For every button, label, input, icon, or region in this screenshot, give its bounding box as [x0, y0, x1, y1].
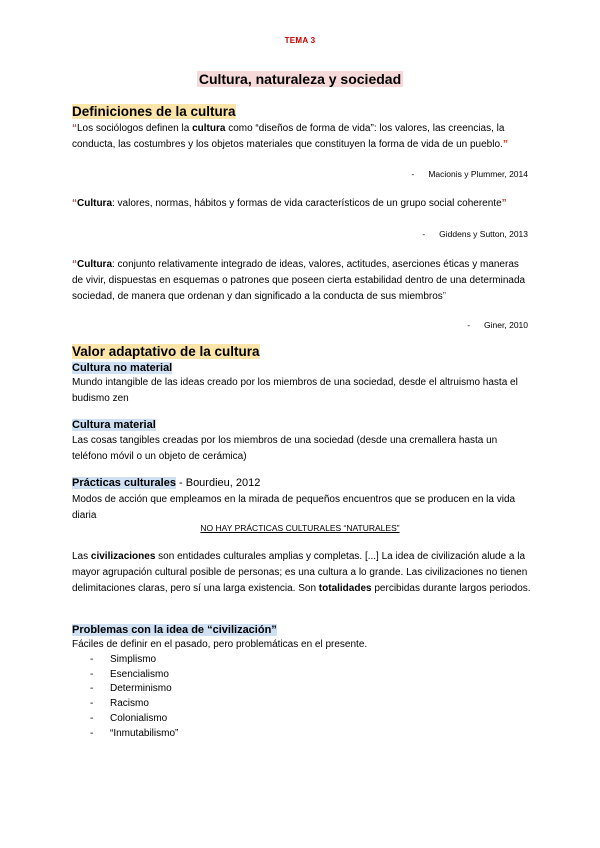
quote-text-post: : valores, normas, hábitos y formas de vida característicos de un grupo social coherente	[112, 198, 502, 209]
text-practicas: Modos de acción que empleamos en la mirada de pequeños encuentros que se producen en la vida diaria	[72, 494, 516, 521]
quote-text-pre: Los sociólogos definen la	[77, 123, 193, 134]
close-quote: ”	[502, 139, 508, 150]
practicas-note: NO HAY PRÁCTICAS CULTURALES “NATURALES”	[200, 523, 400, 533]
attribution-giner	[0, 320, 528, 330]
open-quote: “	[72, 259, 77, 270]
list-dash: -	[90, 727, 94, 739]
list-dash: -	[90, 683, 94, 695]
attribution-dash: -	[467, 320, 471, 330]
list-item	[90, 727, 178, 742]
subheading-problemas	[72, 624, 277, 636]
section-heading-valor	[72, 344, 260, 359]
quote-giddens	[72, 196, 532, 212]
civ-text-3: percibidas durante largos periodos.	[371, 583, 531, 594]
close-quote: ”	[501, 198, 507, 209]
subheading-material	[72, 419, 156, 431]
paragraph-civilizaciones	[72, 549, 532, 597]
attribution-author: Giddens y Sutton, 2013	[439, 229, 528, 239]
subheading-no-material	[72, 362, 172, 374]
subheading-practicas-text: Prácticas culturales	[72, 477, 176, 489]
section-heading-definiciones	[72, 104, 236, 119]
quote-text-post: como “diseños de forma de vida”: los valores, las creencias, la conducta, las costumbres y los objetos materiales que constituyen la forma de vida de un pueblo.	[72, 123, 505, 150]
quote-bold-term: Cultura	[77, 198, 112, 209]
attribution-dash: -	[422, 229, 426, 239]
quote-macionis	[72, 121, 532, 153]
civ-text-2: son entidades culturales amplias y completas. [...] La idea de civilización alude a la mayor agrupación cultural posible de personas; es una cultura a lo grande. Las civilizaciones no tienen delimitaciones claras, pero sí una larga existencia. Son	[72, 551, 528, 594]
page-title	[0, 71, 600, 87]
list-item	[90, 653, 178, 668]
quote-giner	[72, 257, 532, 305]
list-dash: -	[90, 698, 94, 710]
list-item	[90, 682, 178, 697]
subheading-material-text: Cultura material	[72, 419, 156, 431]
attribution-author: Macionis y Plummer, 2014	[428, 169, 528, 179]
page-title-text: Cultura, naturaleza y sociedad	[198, 71, 402, 87]
close-quote: ”	[442, 291, 447, 302]
section-heading-definiciones-text: Definiciones de la cultura	[72, 104, 236, 119]
civ-bold-2: totalidades	[318, 583, 372, 594]
text-material: Las cosas tangibles creadas por los miembros de una sociedad (desde una cremallera hasta un teléfono móvil o un objeto de cerámica)	[72, 435, 498, 462]
topic-label: TEMA 3	[284, 36, 316, 45]
list-item-text: “Inmutabilismo”	[110, 727, 179, 739]
text-no-material: Mundo intangible de las ideas creado por los miembros de una sociedad, desde el altruismo hasta el budismo zen	[72, 377, 518, 404]
attribution-macionis	[0, 169, 528, 179]
list-item	[90, 668, 178, 683]
list-item-text: Colonialismo	[110, 712, 168, 724]
attribution-dash: -	[411, 169, 415, 179]
quote-bold-term: cultura	[192, 123, 226, 134]
civ-text-1: Las	[72, 551, 91, 562]
subheading-problemas-text: Problemas con la idea de “civilización”	[72, 624, 277, 636]
list-item-text: Determinismo	[110, 683, 172, 695]
list-item-text: Simplismo	[110, 654, 157, 665]
subheading-no-material-text: Cultura no material	[72, 362, 173, 374]
open-quote: “	[72, 198, 77, 209]
attribution-author: Giner, 2010	[484, 320, 528, 330]
list-item-text: Racismo	[110, 698, 149, 710]
section-heading-valor-text: Valor adaptativo de la cultura	[72, 344, 260, 359]
quote-text-post: : conjunto relativamente integrado de ideas, valores, actitudes, aserciones éticas y maneras de vivir, dispuestas en esquemas o patrones que poseen cierta estabilidad dentro de una determinada sociedad, de manera que ordenan y dan significado a la conducta de sus miembros	[72, 259, 526, 302]
open-quote: “	[72, 123, 77, 134]
attribution-giddens	[0, 229, 528, 239]
subheading-practicas	[72, 477, 260, 489]
list-dash: -	[90, 654, 94, 665]
list-dash: -	[90, 668, 94, 680]
civ-bold-1: civilizaciones	[90, 551, 156, 562]
list-dash: -	[90, 712, 94, 724]
list-item	[90, 712, 178, 727]
list-item	[90, 697, 178, 712]
quote-bold-term: Cultura	[77, 259, 112, 270]
subheading-practicas-source: - Bourdieu, 2012	[175, 477, 261, 489]
text-problemas-intro: Fáciles de definir en el pasado, pero problemáticas en el presente.	[72, 639, 368, 650]
problemas-list	[90, 653, 178, 741]
list-item-text: Esencialismo	[110, 668, 169, 680]
